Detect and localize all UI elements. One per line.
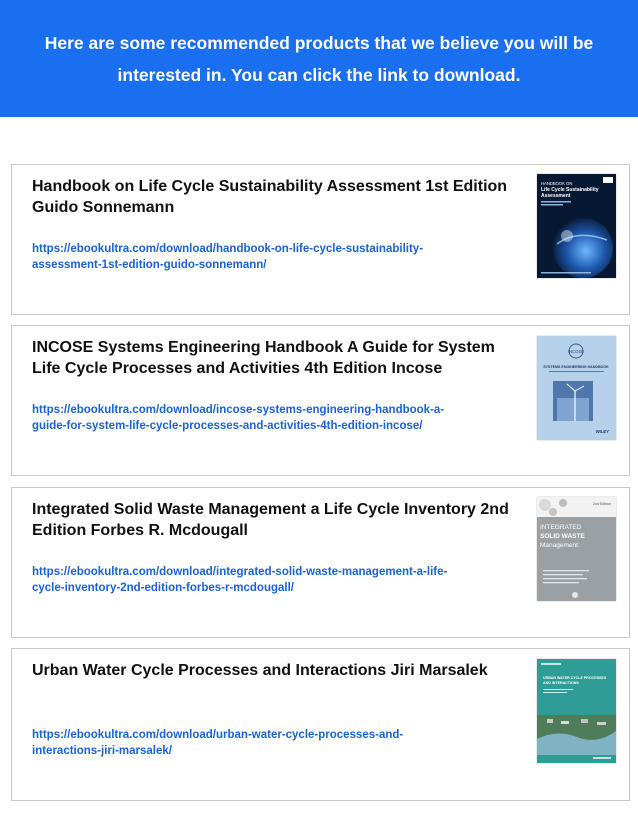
book-cover [537,174,616,278]
wind-turbine-image [537,336,616,440]
product-title: Integrated Solid Waste Management a Life Cycle Inventory 2nd Edition Forbes R. Mcdougall [32,501,509,539]
cover-logo: INCOSE [567,349,585,354]
product-card [11,164,630,315]
cover-line2: SOLID WASTE [540,533,585,540]
cover-heading: HANDBOOK ON [541,181,573,186]
product-title: Urban Water Cycle Processes and Interactions Jiri Marsalek [32,662,488,679]
cover-heading-line1: URBAN WATER CYCLE PROCESSES [543,676,607,680]
cover-publisher: WILEY [595,429,609,434]
cover-line1: INTEGRATED [540,524,582,531]
cover-edition: 2nd Edition [593,502,611,506]
download-link[interactable]: https://ebookultra.com/download/handbook-on-life-cycle-sustainability-assessment-1st-edition-guido-sonnemann/ [32,243,424,271]
cover-heading-line2: AND INTERACTIONS [543,681,579,685]
book-cover [537,497,616,601]
product-card [11,325,630,476]
banner-text: Here are some recommended products that we believe you will be interested in. You can click the link to download. [44,32,594,85]
cover-title-line2: Assessment [541,193,571,199]
product-card [11,648,630,801]
cover-line3: Management: [540,542,580,549]
cover-heading: SYSTEMS ENGINEERING HANDBOOK [543,365,609,369]
download-link[interactable]: https://ebookultra.com/download/integrated-solid-waste-management-a-life-cycle-inventory-2nd-edition-forbes-r-mcdougall/ [32,566,448,594]
aerial-city-image [537,659,616,763]
cover-title-line1: Life Cycle Sustainability [541,187,599,193]
product-title: Handbook on Life Cycle Sustainability Assessment 1st Edition Guido Sonnemann [32,178,508,216]
earth-globe-image [537,174,616,278]
download-link[interactable]: https://ebookultra.com/download/incose-systems-engineering-handbook-a-guide-for-system-life-cycle-processes-and-activities-4th-edition-incose/ [32,404,445,432]
recommendation-banner [0,0,638,117]
product-card [11,487,630,638]
book-cover [537,659,616,763]
book-cover [537,336,616,440]
product-title: INCOSE Systems Engineering Handbook A Guide for System Life Cycle Processes and Activities 4th Edition Incose [32,339,495,377]
download-link[interactable]: https://ebookultra.com/download/urban-water-cycle-processes-and-interactions-jiri-marsalek/ [32,729,404,757]
bubbles-image [537,497,616,601]
